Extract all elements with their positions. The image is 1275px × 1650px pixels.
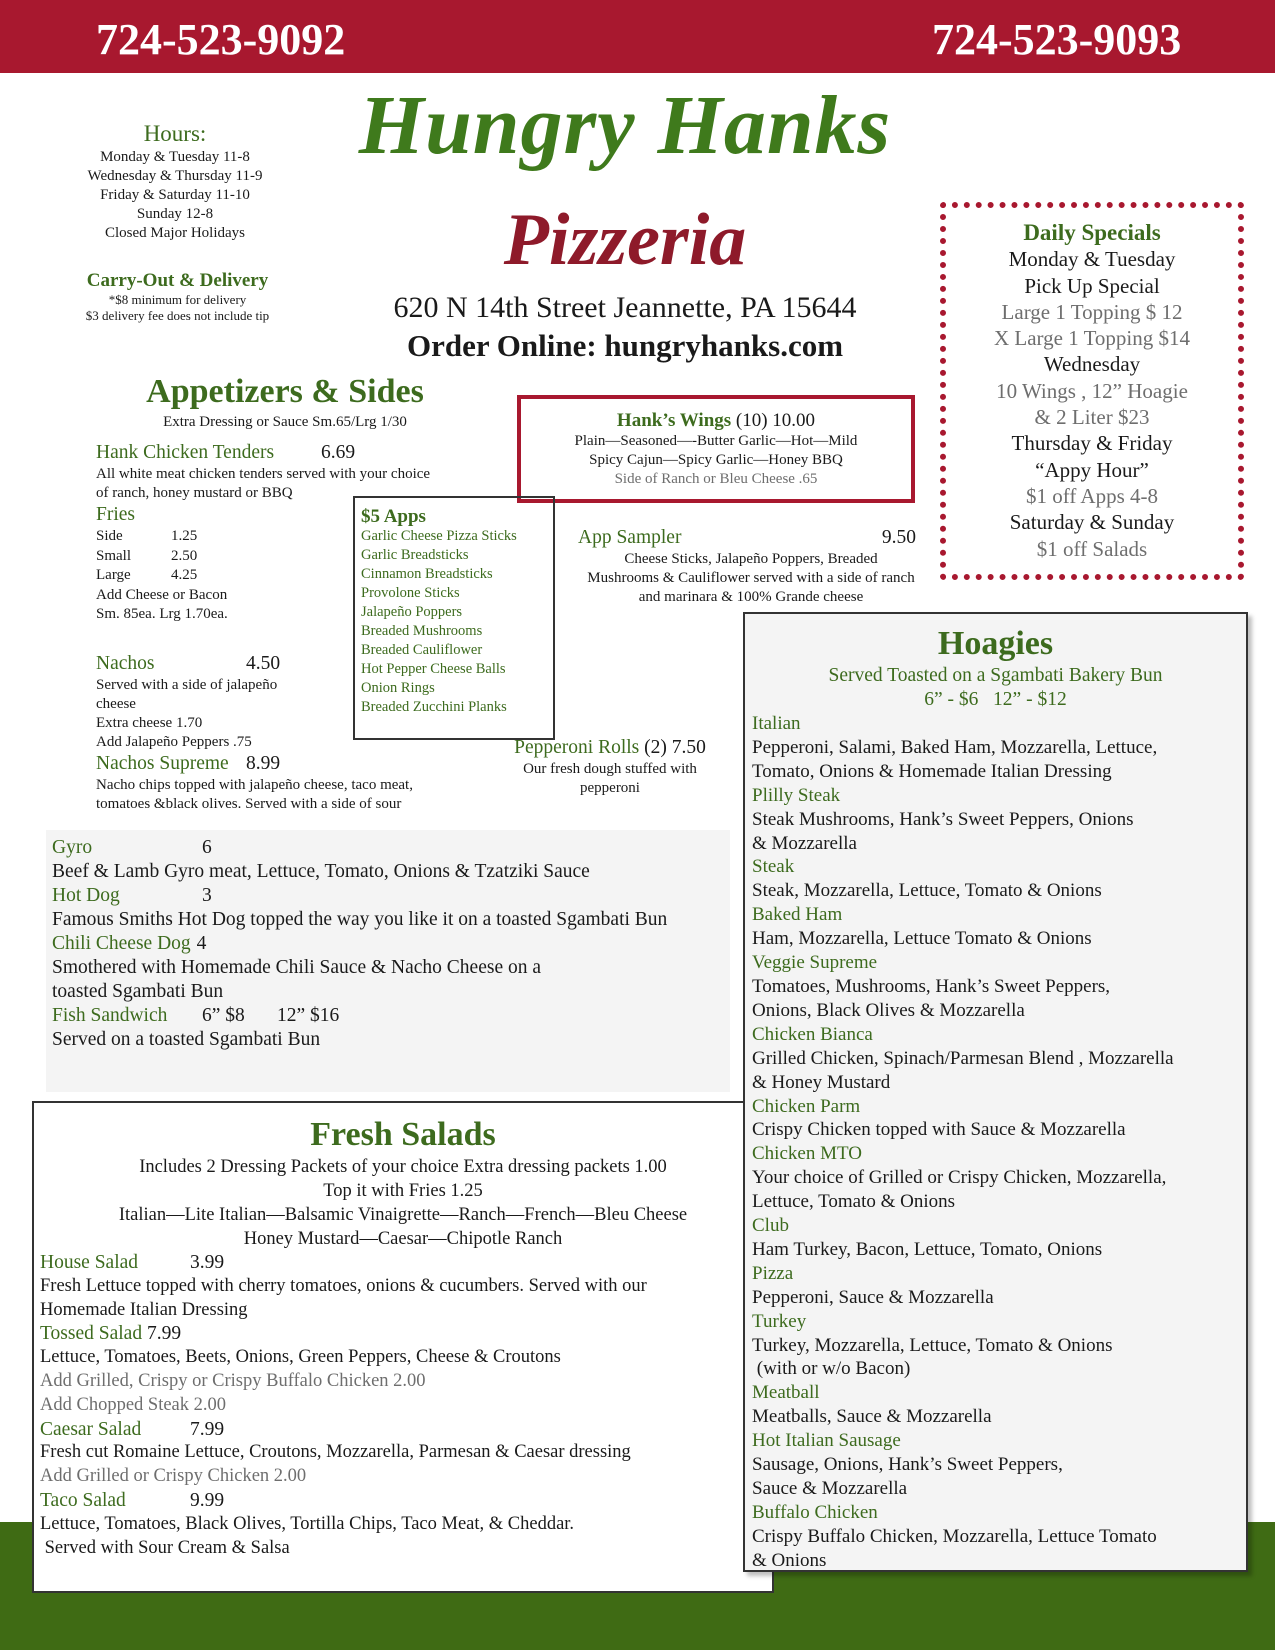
salads-intro: Top it with Fries 1.25: [323, 1181, 483, 1201]
hoagie-description: Meatballs, Sauce & Mozzarella: [752, 1406, 992, 1428]
five-apps-item: Garlic Breadsticks: [361, 547, 469, 563]
item-price: 3.99: [190, 1252, 225, 1273]
hoagie-description: Sausage, Onions, Hank’s Sweet Peppers,: [752, 1454, 1063, 1476]
item-description: Add Jalapeño Peppers .75: [96, 734, 252, 750]
hoagie-description: Steak Mushrooms, Hank’s Sweet Peppers, Onions: [752, 808, 1134, 830]
hoagie-name: Italian: [752, 713, 801, 734]
salads-intro: Includes 2 Dressing Packets of your choice Extra dressing packets 1.00: [139, 1157, 667, 1177]
five-apps-title: $5 Apps: [361, 506, 426, 527]
hoagie-name: Plilly Steak: [752, 784, 841, 806]
hoagie-description: Crispy Chicken topped with Sauce & Mozzarella: [752, 1119, 1126, 1141]
hoagie-name: Turkey: [752, 1310, 807, 1332]
wings-flavors: Spicy Cajun—Spicy Garlic—Honey BBQ: [589, 452, 843, 468]
tenders-item: [96, 441, 496, 503]
delivery-note: $3 delivery fee does not include tip: [85, 308, 270, 323]
special-line: Large 1 Topping $ 12: [1001, 299, 1183, 324]
fries-size-row: [96, 527, 336, 547]
salad-addon: Add Grilled, Crispy or Crispy Buffalo Chicken 2.00: [40, 1370, 426, 1391]
item-name: Caesar Salad: [40, 1418, 142, 1440]
specials-title: Daily Specials: [1023, 220, 1161, 245]
item-description: and marinara & 100% Grande cheese: [638, 589, 864, 605]
hoagies-prices: 6” - $6 12” - $12: [924, 689, 1067, 710]
hours-line: Closed Major Holidays: [105, 225, 245, 241]
hoagies-box: [743, 612, 1248, 1572]
fries-item: [96, 503, 336, 625]
special-line: Thursday & Friday: [1011, 431, 1173, 456]
five-apps-item: Jalapeño Poppers: [361, 604, 463, 620]
item-name: Hot Dog: [52, 885, 120, 906]
item-description: Sm. 85ea. Lrg 1.70ea.: [96, 606, 228, 622]
item-name: Hank’s Wings: [616, 410, 732, 431]
item-description: of ranch, honey mustard or BBQ: [96, 485, 293, 501]
item-name: Nachos: [96, 653, 155, 674]
delivery-section: [55, 270, 300, 324]
special-line: Wednesday: [1043, 352, 1141, 377]
special-line: $1 off Salads: [1036, 536, 1148, 561]
special-line: Monday & Tuesday: [1008, 247, 1176, 272]
fries-price: 2.50: [171, 547, 198, 564]
item-description: Smothered with Homemade Chili Sauce & Nacho Cheese on a: [52, 957, 542, 978]
pepperoni-rolls-item: [490, 736, 730, 798]
fries-size-row: [96, 566, 336, 586]
hoagie-description: (with or w/o Bacon): [752, 1358, 911, 1380]
item-name: Chili Cheese Dog: [52, 933, 191, 954]
hoagie-name: Club: [752, 1215, 789, 1237]
item-price: 9.99: [190, 1489, 225, 1511]
salad-addon: Add Chopped Steak 2.00: [40, 1394, 227, 1415]
five-apps-item: Cinnamon Breadsticks: [361, 566, 493, 582]
hoagie-description: & Onions: [752, 1549, 827, 1571]
hours-line: Friday & Saturday 11-10: [100, 187, 250, 203]
order-online-link[interactable]: Order Online: hungryhanks.com: [406, 328, 844, 363]
wings-box: [517, 395, 915, 503]
item-price: 7.99: [146, 1323, 182, 1345]
hours-line: Sunday 12-8: [136, 206, 214, 222]
appetizers-subtitle: Extra Dressing or Sauce Sm.65/Lrg 1/30: [163, 414, 407, 430]
phone-number-left[interactable]: 724-523-9092: [96, 15, 346, 64]
hoagie-name: Veggie Supreme: [752, 952, 878, 974]
hoagie-description: Ham, Mozzarella, Lettuce Tomato & Onions: [752, 928, 1092, 950]
item-name: Hank Chicken Tenders: [96, 442, 275, 463]
logo-title: Hungry Hanks: [358, 79, 892, 172]
item-price: 6” $8: [202, 1005, 245, 1026]
sandwiches-box: [46, 830, 730, 1092]
nachos-supreme-item: [96, 752, 496, 814]
item-name: Fish Sandwich: [52, 1005, 168, 1026]
hoagie-description: Pepperoni, Salami, Baked Ham, Mozzarella, Lettuce,: [752, 736, 1158, 758]
item-price: 3: [202, 885, 212, 906]
hoagie-name: Pizza: [752, 1262, 794, 1284]
salads-box: [32, 1101, 774, 1593]
item-name: House Salad: [40, 1252, 139, 1273]
item-name: Tossed Salad: [40, 1323, 143, 1345]
item-description: Homemade Italian Dressing: [40, 1299, 248, 1320]
five-apps-item: Breaded Zucchini Planks: [361, 699, 507, 715]
item-price: 4.50: [246, 653, 281, 674]
item-description: Our fresh dough stuffed with: [523, 761, 697, 777]
item-description: Famous Smiths Hot Dog topped the way you like it on a toasted Sgambati Bun: [52, 909, 668, 930]
item-description: Served on a toasted Sgambati Bun: [52, 1029, 321, 1050]
appetizers-title: Appetizers & Sides: [146, 373, 424, 410]
item-price: (2) 7.50: [644, 737, 706, 758]
item-description: All white meat chicken tenders served with your choice: [96, 466, 431, 482]
item-description: pepperoni: [580, 780, 640, 796]
item-price: 12” $16: [277, 1005, 340, 1026]
wings-flavors: Plain—Seasoned—-Butter Garlic—Hot—Mild: [574, 433, 858, 449]
item-description: Served with Sour Cream & Salsa: [40, 1537, 290, 1558]
salads-title: Fresh Salads: [310, 1116, 496, 1153]
item-description: Beef & Lamb Gyro meat, Lettuce, Tomato, Onions & Tzatziki Sauce: [52, 861, 590, 882]
item-description: tomatoes &black olives. Served with a side of sour: [96, 796, 402, 812]
item-name: App Sampler: [578, 527, 682, 548]
nachos-item: [96, 652, 346, 752]
hours-section: [60, 120, 290, 243]
item-name: Taco Salad: [40, 1489, 126, 1511]
item-price: 6.69: [321, 442, 356, 463]
item-description: Fresh Lettuce topped with cherry tomatoes, onions & cucumbers. Served with our: [40, 1275, 647, 1296]
five-apps-item: Breaded Cauliflower: [361, 642, 483, 658]
hoagie-description: Grilled Chicken, Spinach/Parmesan Blend , Mozzarella: [752, 1047, 1174, 1069]
hoagie-list: [745, 712, 1246, 1573]
dressing-list: Honey Mustard—Caesar—Chipotle Ranch: [243, 1229, 563, 1249]
item-price: 7.99: [190, 1418, 225, 1440]
item-price: 9.50: [881, 527, 916, 548]
five-apps-item: Breaded Mushrooms: [361, 623, 483, 639]
five-apps-item: Hot Pepper Cheese Balls: [361, 661, 506, 677]
hoagie-name: Chicken Parm: [752, 1095, 861, 1117]
item-description: Lettuce, Tomatoes, Black Olives, Tortilla Chips, Taco Meat, & Cheddar.: [40, 1513, 575, 1534]
item-description: Served with a side of jalapeño: [96, 677, 278, 693]
hours-line: Monday & Tuesday 11-8: [100, 149, 250, 165]
special-line: Pick Up Special: [1024, 273, 1160, 298]
five-apps-item: Provolone Sticks: [361, 585, 460, 601]
hoagie-name: Chicken Bianca: [752, 1023, 873, 1045]
item-description: Lettuce, Tomatoes, Beets, Onions, Green Peppers, Cheese & Croutons: [40, 1347, 561, 1368]
special-line: Saturday & Sunday: [1009, 510, 1175, 535]
item-name: Gyro: [52, 837, 93, 858]
item-description: Add Cheese or Bacon: [96, 586, 228, 603]
hours-line: Wednesday & Thursday 11-9: [87, 168, 263, 184]
hoagie-description: & Mozzarella: [752, 832, 857, 854]
item-price: 8.99: [246, 753, 281, 774]
special-line: “Appy Hour”: [1035, 457, 1149, 482]
hoagie-name: Hot Italian Sausage: [752, 1430, 901, 1452]
special-line: 10 Wings , 12” Hoagie: [996, 378, 1188, 403]
hoagie-name: Chicken MTO: [752, 1143, 862, 1165]
phone-number-right[interactable]: 724-523-9093: [932, 15, 1182, 64]
hoagie-description: Tomato, Onions & Homemade Italian Dressing: [752, 760, 1112, 782]
hoagies-title: Hoagies: [937, 625, 1054, 662]
item-price: 4: [196, 933, 207, 954]
fries-size-row: [96, 547, 336, 567]
hoagie-name: Steak: [752, 856, 795, 878]
item-description: Extra cheese 1.70: [96, 715, 203, 731]
special-line: X Large 1 Topping $14: [993, 326, 1191, 351]
fries-size: Side: [96, 528, 123, 544]
item-description: Cheese Sticks, Jalapeño Poppers, Breaded: [624, 551, 878, 567]
delivery-note: *$8 minimum for delivery: [108, 292, 247, 307]
fries-size: Small: [96, 547, 132, 564]
hoagie-description: Sauce & Mozzarella: [752, 1478, 908, 1499]
item-description: Fresh cut Romaine Lettuce, Croutons, Mozzarella, Parmesan & Caesar dressing: [40, 1442, 631, 1463]
hoagie-name: Baked Ham: [752, 904, 843, 926]
hoagie-description: Turkey, Mozzarella, Lettuce, Tomato & Onions: [752, 1334, 1113, 1356]
fries-size: Large: [96, 567, 131, 583]
hoagie-name: Meatball: [752, 1382, 820, 1404]
fries-price: 4.25: [171, 567, 198, 583]
item-name: Nachos Supreme: [96, 753, 229, 774]
daily-specials-box: [940, 202, 1244, 580]
hoagie-description: Your choice of Grilled or Crispy Chicken, Mozzarella,: [752, 1167, 1167, 1189]
address: 620 N 14th Street Jeannette, PA 15644: [393, 291, 857, 324]
hours-title: Hours:: [143, 121, 207, 146]
item-name: Pepperoni Rolls: [514, 737, 640, 758]
five-dollar-apps-box: [353, 496, 555, 740]
delivery-title: Carry-Out & Delivery: [86, 270, 269, 291]
hoagie-description: Ham Turkey, Bacon, Lettuce, Tomato, Onions: [752, 1238, 1103, 1260]
hoagie-description: Pepperoni, Sauce & Mozzarella: [752, 1286, 994, 1308]
hoagie-description: Crispy Buffalo Chicken, Mozzarella, Lettuce Tomato: [752, 1525, 1157, 1547]
five-apps-item: Garlic Cheese Pizza Sticks: [361, 528, 517, 544]
wings-side: Side of Ranch or Bleu Cheese .65: [614, 471, 818, 487]
item-description: Mushrooms & Cauliflower served with a side of ranch: [587, 570, 915, 586]
item-description: cheese: [96, 696, 136, 712]
hoagie-description: Steak, Mozzarella, Lettuce, Tomato & Onions: [752, 880, 1102, 902]
hoagie-description: Lettuce, Tomato & Onions: [752, 1191, 956, 1213]
item-description: Nacho chips topped with jalapeño cheese, taco meat,: [96, 777, 413, 793]
hoagie-name: Buffalo Chicken: [752, 1501, 878, 1523]
item-price: (10) 10.00: [735, 410, 816, 431]
dressing-list: Italian—Lite Italian—Balsamic Vinaigrette—Ranch—French—Bleu Cheese: [118, 1205, 688, 1225]
item-name: Fries: [96, 504, 135, 525]
five-apps-item: Onion Rings: [361, 680, 435, 696]
item-description: toasted Sgambati Bun: [52, 981, 224, 1002]
hoagie-description: & Honey Mustard: [752, 1071, 891, 1093]
hoagie-description: Onions, Black Olives & Mozzarella: [752, 999, 1025, 1021]
app-sampler-item: [566, 526, 936, 607]
hoagies-subtitle: Served Toasted on a Sgambati Bakery Bun: [828, 665, 1163, 686]
salad-addon: Add Grilled or Crispy Chicken 2.00: [40, 1466, 307, 1487]
special-line: & 2 Liter $23: [1034, 405, 1150, 430]
special-line: $1 off Apps 4-8: [1025, 483, 1159, 508]
fries-price: 1.25: [171, 528, 198, 544]
item-price: 6: [202, 837, 212, 858]
hoagie-description: Tomatoes, Mushrooms, Hank’s Sweet Peppers,: [752, 975, 1111, 997]
logo-subtitle: Pizzeria: [503, 199, 747, 281]
